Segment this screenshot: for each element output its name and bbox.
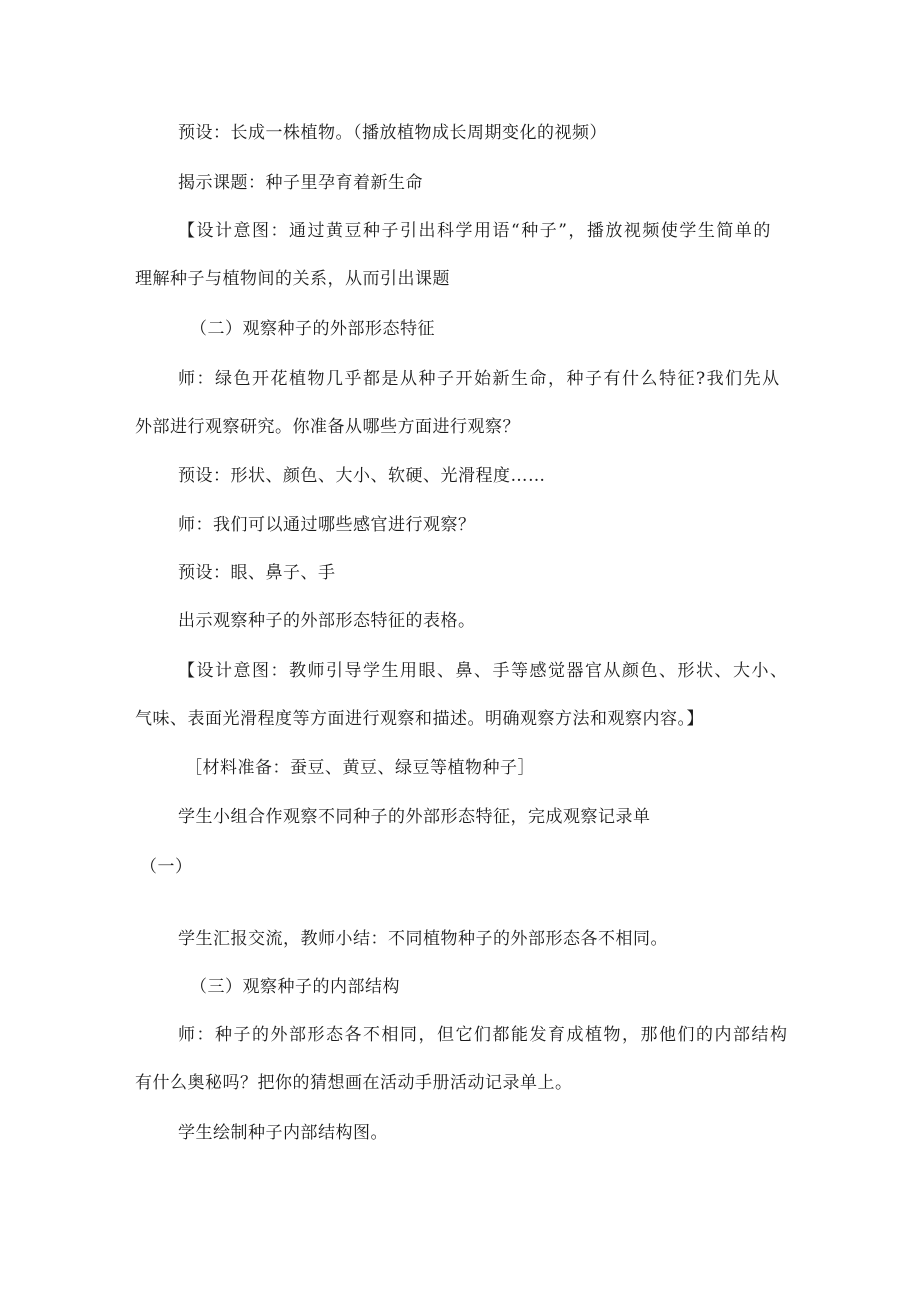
student-drawing: 学生绘制种子内部结构图。 [178,1123,388,1143]
design-intent-2-line-2: 气味、表面光滑程度等方面进行观察和描述。明确观察方法和观察内容。】 [135,709,704,729]
student-report-summary: 学生汇报交流，教师小结：不同植物种子的外部形态各不相同。 [178,929,668,949]
teacher-question-1-line-1: 师：绿色开花植物几乎都是从种子开始新生命，种子有什么特征?我们先从 [178,369,781,389]
section-heading-2: （二）观察种子的外部形态特征 [190,319,435,339]
preset-observation-aspects: 预设：形状、颜色、大小、软硬、光滑程度…… [178,466,546,486]
teacher-question-1-line-2: 外部进行观察研究。你准备从哪些方面进行观察？ [135,417,520,437]
section-heading-3: （三）观察种子的内部结构 [190,977,400,997]
materials-preparation: ［材料准备：蚕豆、黄豆、绿豆等植物种子］ [185,758,535,778]
preset-grow-plant: 预设：长成一株植物。（播放植物成长周期变化的视频） [178,123,607,143]
design-intent-2-line-1: 【设计意图：教师引导学生用眼、鼻、手等感觉器官从颜色、形状、大小、 [178,661,789,681]
teacher-question-3-line-1: 师：种子的外部形态各不相同，但它们都能发育成植物，那他们的内部结构 [178,1025,789,1045]
reveal-topic: 揭示课题：种子里孕育着新生命 [178,173,423,193]
teacher-question-2: 师：我们可以通过哪些感官进行观察？ [178,515,476,535]
design-intent-1-line-2: 理解种子与植物间的关系，从而引出课题 [135,269,450,289]
preset-senses: 预设：眼、鼻子、手 [178,563,336,583]
show-table: 出示观察种子的外部形态特征的表格。 [178,611,476,631]
group-observation: 学生小组合作观察不同种子的外部形态特征，完成观察记录单 [178,807,651,827]
record-sheet-number: （一） [140,857,193,877]
design-intent-1-line-1: 【设计意图：通过黄豆种子引出科学用语“种子”，播放视频使学生简单的 [178,221,772,241]
teacher-question-3-line-2: 有什么奥秘吗？把你的猜想画在活动手册活动记录单上。 [135,1073,573,1093]
